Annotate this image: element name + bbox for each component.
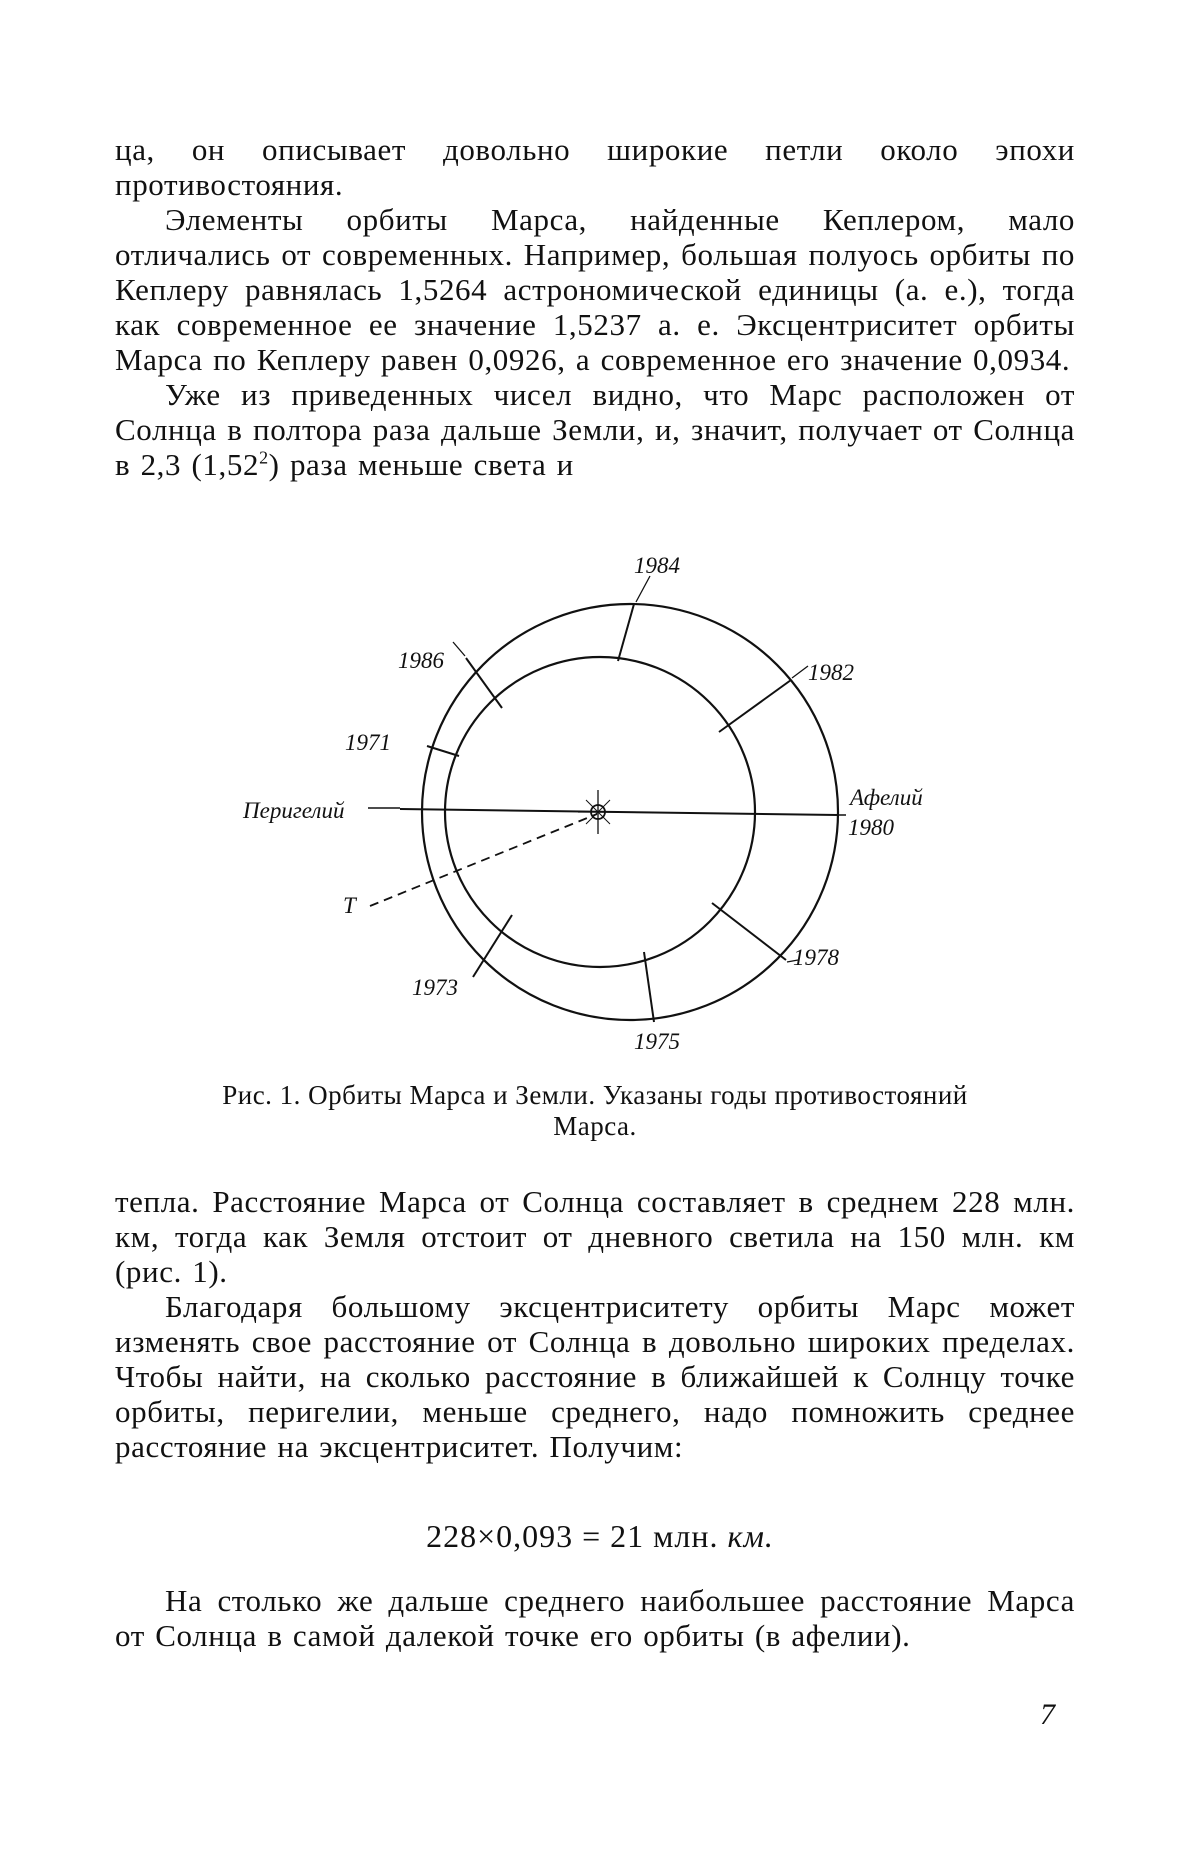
- orbit-diagram: [0, 550, 1200, 1070]
- label-aphelion: Афелий: [850, 785, 923, 810]
- superscript: 2: [259, 447, 269, 468]
- paragraph-3: [115, 377, 1075, 482]
- label-t: T: [343, 893, 356, 918]
- chord-1975: [644, 952, 654, 1022]
- times-icon: ×: [477, 1518, 497, 1554]
- chord-1982: [719, 680, 791, 732]
- figure-caption-line-2: Марса.: [553, 1111, 637, 1141]
- page-number: 7: [1040, 1698, 1055, 1731]
- label-1978: 1978: [793, 945, 839, 970]
- chord-1978: [712, 903, 786, 960]
- leader-1982: [792, 666, 808, 678]
- leader-1984: [636, 576, 650, 602]
- formula-left: 228: [426, 1518, 478, 1554]
- paragraph-3-text-b: ) раза меньше света и: [268, 447, 574, 482]
- formula-middle: 0,093 = 21 млн.: [496, 1518, 719, 1554]
- label-1986: 1986: [398, 648, 444, 673]
- paragraph-2: Элементы орбиты Марса, найденные Кеплером, мало отличались от современных. Например, большая полуось орбиты по Кеплеру равнялась 1,5264 астрономической единицы (а. е.), тогда как современное ее значение 1,5237 а. е. Эксцентриситет орбиты Марса по Кеплеру равен 0,0926, а современное его значение 0,0934.: [115, 202, 1075, 377]
- label-1982: 1982: [808, 660, 854, 685]
- chord-1986: [466, 658, 502, 708]
- paragraph-6: На столько же дальше среднего наибольшее расстояние Марса от Солнца в самой далекой точке его орбиты (в афелии).: [115, 1583, 1075, 1653]
- chord-1984: [618, 604, 634, 661]
- label-1975: 1975: [634, 1029, 680, 1054]
- figure-caption: [115, 1080, 1075, 1142]
- label-1971: 1971: [345, 730, 391, 755]
- label-1980: 1980: [848, 815, 894, 840]
- paragraph-3-text-a: Уже из приведенных чисел видно, что Марс расположен от Солнца в полтора раза дальше Земли, и, значит, получает от Солнца в 2,3 (1,52: [115, 377, 1075, 482]
- paragraph-4: тепла. Расстояние Марса от Солнца составляет в среднем 228 млн. км, тогда как Земля отстоит от дневного светила на 150 млн. км (рис. 1).: [115, 1184, 1075, 1289]
- label-perihelion: Перигелий: [243, 798, 345, 823]
- sun-icon: [578, 790, 618, 834]
- figure-caption-line-1: Рис. 1. Орбиты Марса и Земли. Указаны годы противостояний: [222, 1080, 968, 1110]
- apsides-line: [400, 809, 838, 815]
- text-top: [115, 132, 1075, 482]
- text-bottom: [115, 1184, 1075, 1464]
- figure-mars-earth-orbits: [0, 550, 1200, 1070]
- label-1973: 1973: [412, 975, 458, 1000]
- formula: [0, 1518, 1200, 1555]
- text-final: [115, 1583, 1075, 1653]
- leader-1986: [453, 642, 465, 656]
- formula-unit: км.: [727, 1518, 774, 1554]
- direction-line-t: [370, 814, 597, 906]
- paragraph-1: ца, он описывает довольно широкие петли около эпохи противостояния.: [115, 132, 1075, 202]
- label-1984: 1984: [634, 553, 680, 578]
- paragraph-5: Благодаря большому эксцентриситету орбиты Марс может изменять свое расстояние от Солнца в довольно широких пределах. Чтобы найти, на сколько расстояние в ближайшей к Солнцу точке орбиты, перигелии, меньше среднего, надо помножить среднее расстояние на эксцентриситет. Получим:: [115, 1289, 1075, 1464]
